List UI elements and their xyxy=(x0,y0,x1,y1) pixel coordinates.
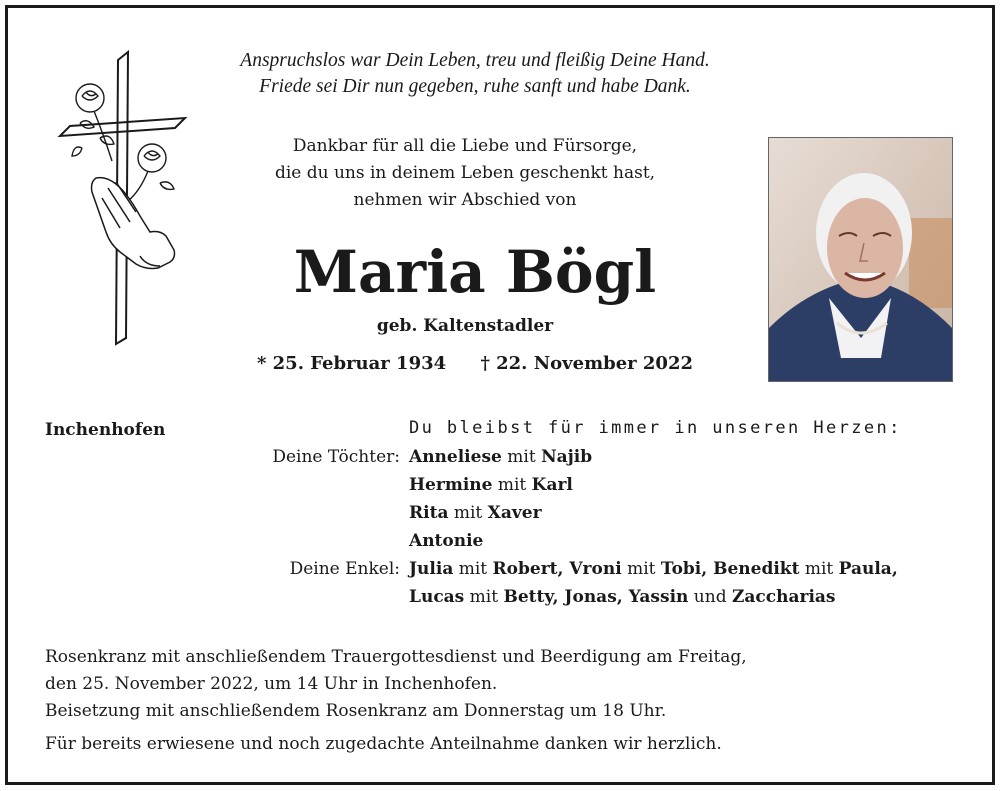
name-run: Julia xyxy=(409,559,454,579)
portrait-photo xyxy=(768,137,953,382)
birth-date: * 25. Februar 1934 xyxy=(256,353,447,374)
service-line-1: Rosenkranz mit anschließendem Trauergottesdienst und Beerdigung am Freitag, xyxy=(45,647,747,667)
name-run: mit xyxy=(453,559,493,579)
maiden-name: geb. Kaltenstadler xyxy=(376,316,554,336)
grandchildren-label: Deine Enkel: xyxy=(289,559,400,579)
daughter-row: Hermine mit Karl xyxy=(409,475,573,495)
intro-line-2: die du uns in deinem Leben geschenkt hast, xyxy=(274,163,656,183)
death-date: † 22. November 2022 xyxy=(480,353,694,374)
thanks-line: Für bereits erwiesene und noch zugedachte Anteilnahme danken wir herzlich. xyxy=(45,734,722,754)
place-name: Inchenhofen xyxy=(45,420,166,440)
grandchildren-line-1 xyxy=(409,559,898,579)
name-run: mit xyxy=(799,559,839,579)
service-line-2: den 25. November 2022, um 14 Uhr in Inchenhofen. xyxy=(45,674,498,694)
quote-line-1: Anspruchslos war Dein Leben, treu und fleißig Deine Hand. xyxy=(240,50,710,71)
daughter-row: Antonie xyxy=(409,531,484,551)
name-run: Zaccharias xyxy=(731,587,836,607)
name-run: Tobi, Benedikt xyxy=(660,559,800,579)
daughter-row: Rita mit Xaver xyxy=(409,503,542,523)
name-run: Lucas xyxy=(409,587,465,607)
name-run: und xyxy=(688,587,732,607)
name-run: Robert, Vroni xyxy=(492,559,622,579)
name-run: mit xyxy=(621,559,661,579)
intro-line-3: nehmen wir Abschied von xyxy=(353,190,577,210)
quote-line-2: Friede sei Dir nun gegeben, ruhe sanft und habe Dank. xyxy=(259,76,691,97)
heart-line: Du bleibst für immer in unseren Herzen: xyxy=(409,418,902,438)
daughters-label: Deine Töchter: xyxy=(272,447,400,467)
name-run: Paula, xyxy=(838,559,898,579)
praying-hands-icon xyxy=(92,178,175,269)
rose-icon xyxy=(72,84,174,201)
daughter-row: Anneliese mit Najib xyxy=(409,447,593,467)
name-run: mit xyxy=(464,587,504,607)
deceased-name: Maria Bögl xyxy=(293,238,657,306)
burial-line: Beisetzung mit anschließendem Rosenkranz am Donnerstag um 18 Uhr. xyxy=(45,701,667,721)
grandchildren-line-2 xyxy=(409,587,836,607)
name-run: Betty, Jonas, Yassin xyxy=(503,587,689,607)
life-dates xyxy=(240,353,710,374)
intro-line-1: Dankbar für all die Liebe und Fürsorge, xyxy=(292,136,638,156)
